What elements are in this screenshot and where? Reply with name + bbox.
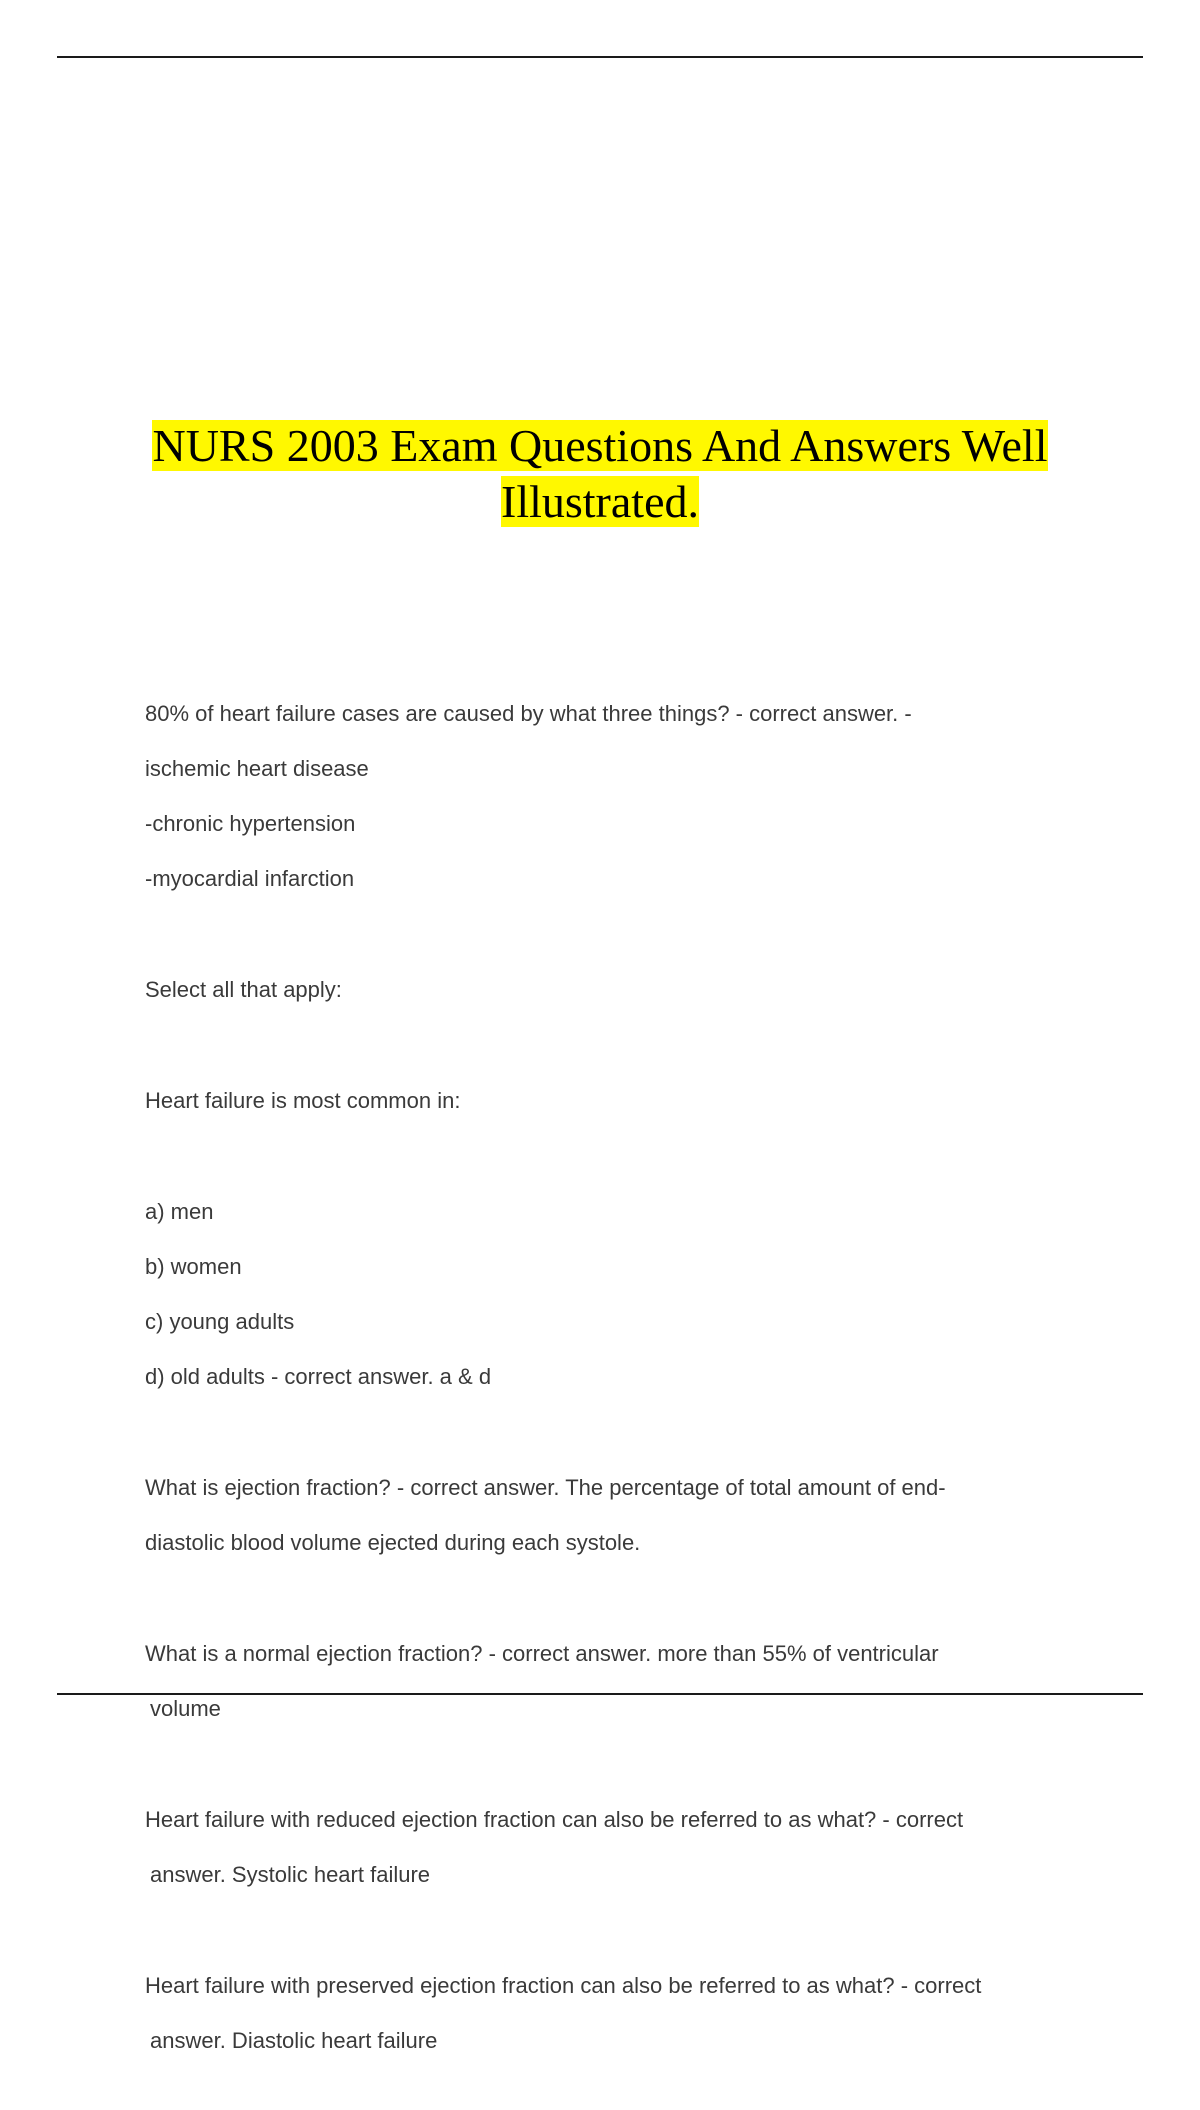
q5-line-1: Heart failure with reduced ejection fraction can also be referred to as what? - correct bbox=[145, 1806, 964, 1832]
q2-option-a: a) men bbox=[145, 1198, 214, 1224]
q1-line-3: -chronic hypertension bbox=[145, 810, 356, 836]
header-rule bbox=[57, 56, 1143, 58]
question-2-options bbox=[145, 1170, 1090, 1418]
document-body bbox=[145, 672, 1090, 2110]
q4-line-1: What is a normal ejection fraction? - correct answer. more than 55% of ventricular bbox=[145, 1640, 939, 1666]
question-2-stem bbox=[145, 1059, 1090, 1142]
q2-instruction: Select all that apply: bbox=[145, 976, 342, 1002]
q5-line-2: answer. Systolic heart failure bbox=[150, 1861, 431, 1887]
q2-option-c: c) young adults bbox=[145, 1308, 295, 1334]
q3-line-2: diastolic blood volume ejected during each systole. bbox=[145, 1530, 641, 1556]
q2-option-b: b) women bbox=[145, 1253, 242, 1279]
q6-line-1: Heart failure with preserved ejection fraction can also be referred to as what? - correct bbox=[145, 1972, 982, 1998]
q3-line-1: What is ejection fraction? - correct answer. The percentage of total amount of end- bbox=[145, 1474, 946, 1500]
question-3 bbox=[145, 1446, 1090, 1584]
question-4 bbox=[145, 1612, 1090, 1750]
question-6 bbox=[145, 1944, 1090, 2082]
question-2-instruction bbox=[145, 948, 1090, 1031]
q4-line-2: volume bbox=[150, 1696, 221, 1721]
q6-line-2: answer. Diastolic heart failure bbox=[150, 2027, 438, 2053]
question-5 bbox=[145, 1778, 1090, 1916]
document-title bbox=[100, 418, 1100, 530]
q1-line-1: 80% of heart failure cases are caused by what three things? - correct answer. - bbox=[145, 700, 912, 726]
q1-line-4: -myocardial infarction bbox=[145, 866, 355, 892]
q2-option-d: d) old adults - correct answer. a & d bbox=[145, 1364, 492, 1390]
question-1 bbox=[145, 672, 1090, 920]
title-line-1: NURS 2003 Exam Questions And Answers Well bbox=[152, 420, 1048, 471]
footer-rule bbox=[57, 1693, 1143, 1695]
title-line-2: Illustrated. bbox=[501, 476, 699, 527]
q1-line-2: ischemic heart disease bbox=[145, 755, 369, 781]
q2-stem: Heart failure is most common in: bbox=[145, 1087, 461, 1113]
